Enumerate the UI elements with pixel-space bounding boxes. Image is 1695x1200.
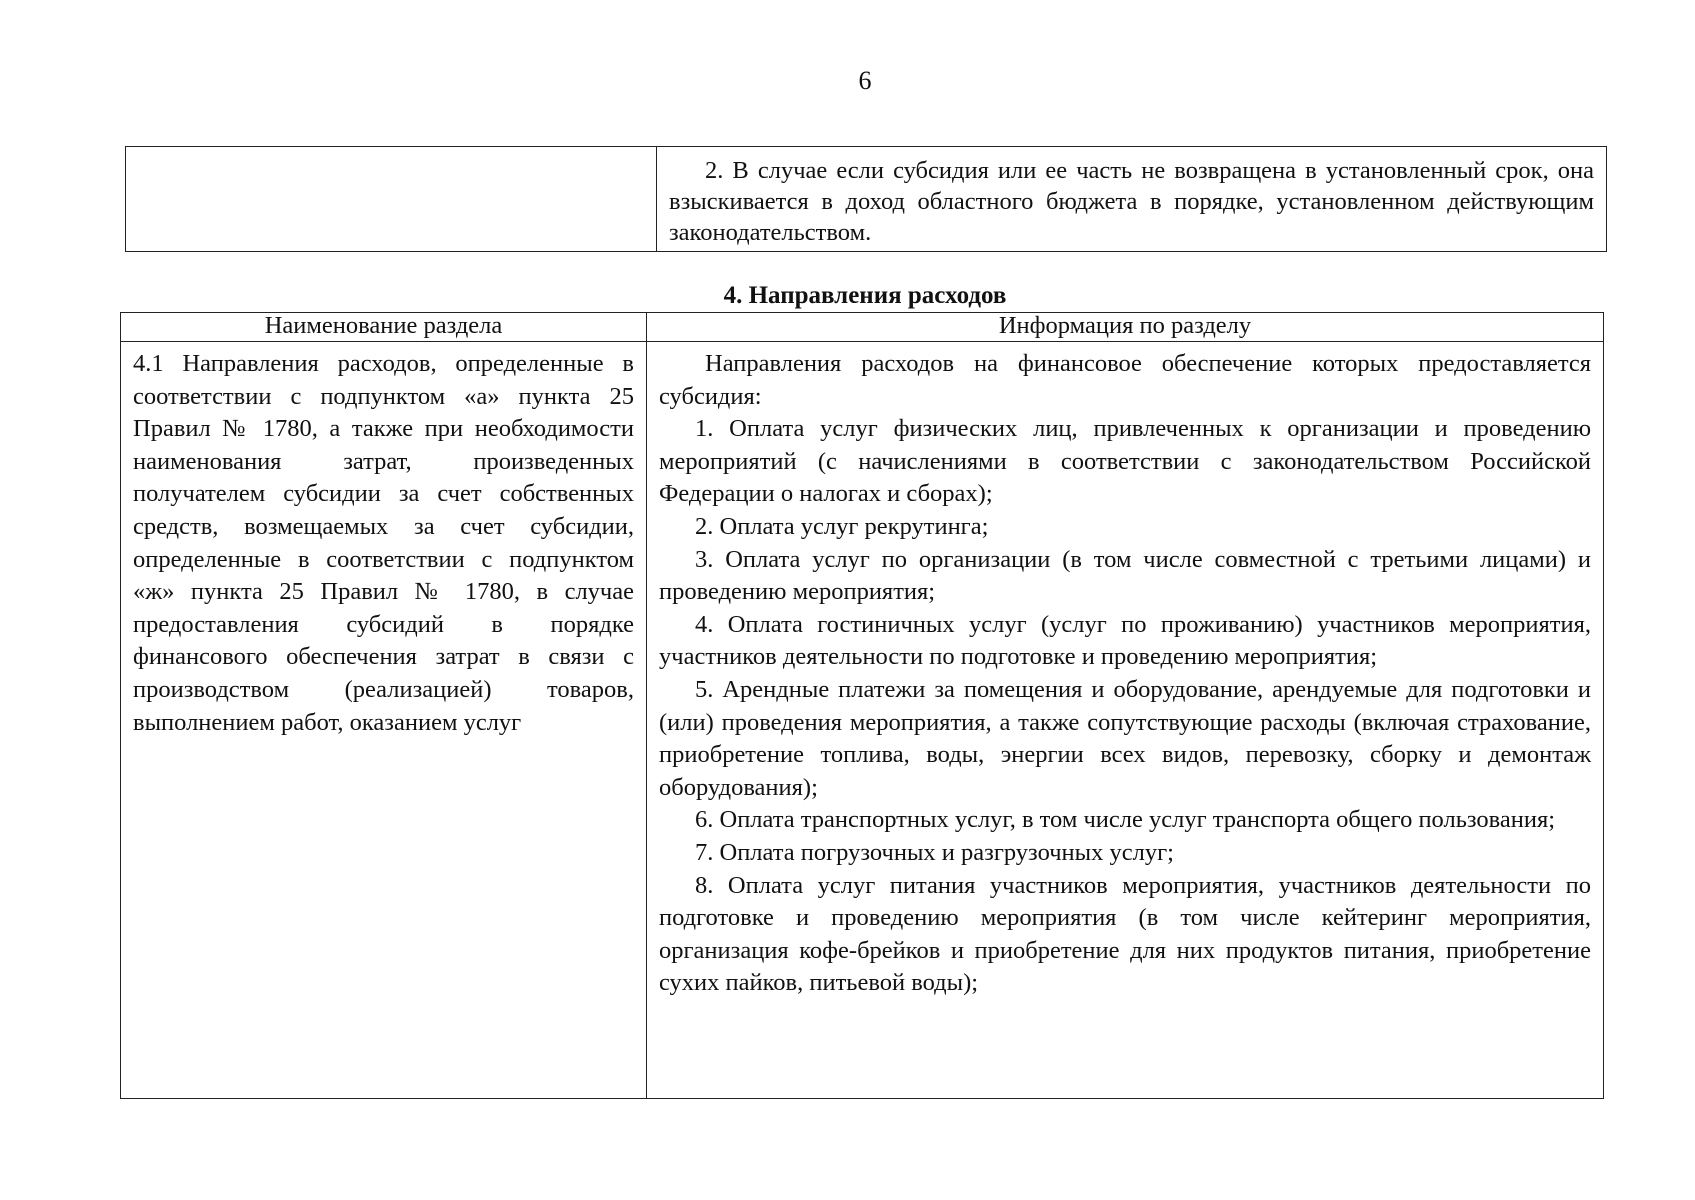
column-header-name: Наименование раздела [121,313,647,342]
table-row [126,147,1607,252]
list-item: 4. Оплата гостиничных услуг (услуг по проживанию) участников мероприятия, участников деятельности по подготовке и проведению мероприятия; [659,610,1591,671]
empty-cell [126,147,657,252]
list-item: 5. Арендные платежи за помещения и оборудование, арендуемые для подготовки и (или) проведения мероприятия, а также сопутствующие расходы (включая страхование, приобретение топлива, воды, энергии всех видов, перевозку, сборку и демонтаж оборудования); [659,675,1591,801]
continuation-cell [657,147,1607,252]
intro-text: Направления расходов на финансовое обеспечение которых предоставляется субсидия: [659,350,1591,410]
table-row [121,342,1604,1099]
list-item: 7. Оплата погрузочных и разгрузочных услуг; [695,838,1174,866]
section-title: 4. Направления расходов [723,282,1007,309]
page-number: 6 [858,66,872,95]
list-item: 8. Оплата услуг питания участников мероприятия, участников деятельности по подготовке и проведению мероприятия (в том числе кейтеринг мероприятия, организация кофе-брейков и приобретение для них продуктов питания, приобретение сухих пайков, питьевой воды); [659,871,1591,997]
table-header-row [121,313,1604,342]
section-info-cell [647,342,1604,1099]
list-item: 2. Оплата услуг рекрутинга; [695,512,989,540]
continuation-table [125,146,1607,252]
list-item: 1. Оплата услуг физических лиц, привлеченных к организации и проведению мероприятий (с начислениями в соответствии с законодательством Российской Федерации о налогах и сборах); [659,415,1591,508]
list-item: 3. Оплата услуг по организации (в том числе совместной с третьими лицами) и проведению мероприятия; [659,545,1591,606]
continuation-text: 2. В случае если субсидия или ее часть не возвращена в установленный срок, она взыскивается в доход областного бюджета в порядке, установленном действующим законодательством. [669,157,1594,246]
column-header-info: Информация по разделу [647,313,1604,342]
list-item: 6. Оплата транспортных услуг, в том числе услуг транспорта общего пользования; [695,806,1556,834]
section-name-cell: 4.1 Направления расходов, определенные в соответствии с подпунктом «а» пункта 25 Правил № 1780, а также при необходимости наименования затрат, произведенных получателем субсидии за счет собственных средств, возмещаемых за счет субсидии, определенные в соответствии с подпунктом «ж» пункта 25 Правил № 1780, в случае предоставления субсидий в порядке финансового обеспечения затрат в связи с производством (реализацией) товаров, выполнением работ, оказанием услуг [121,342,647,1099]
expense-directions-table [120,312,1604,1099]
